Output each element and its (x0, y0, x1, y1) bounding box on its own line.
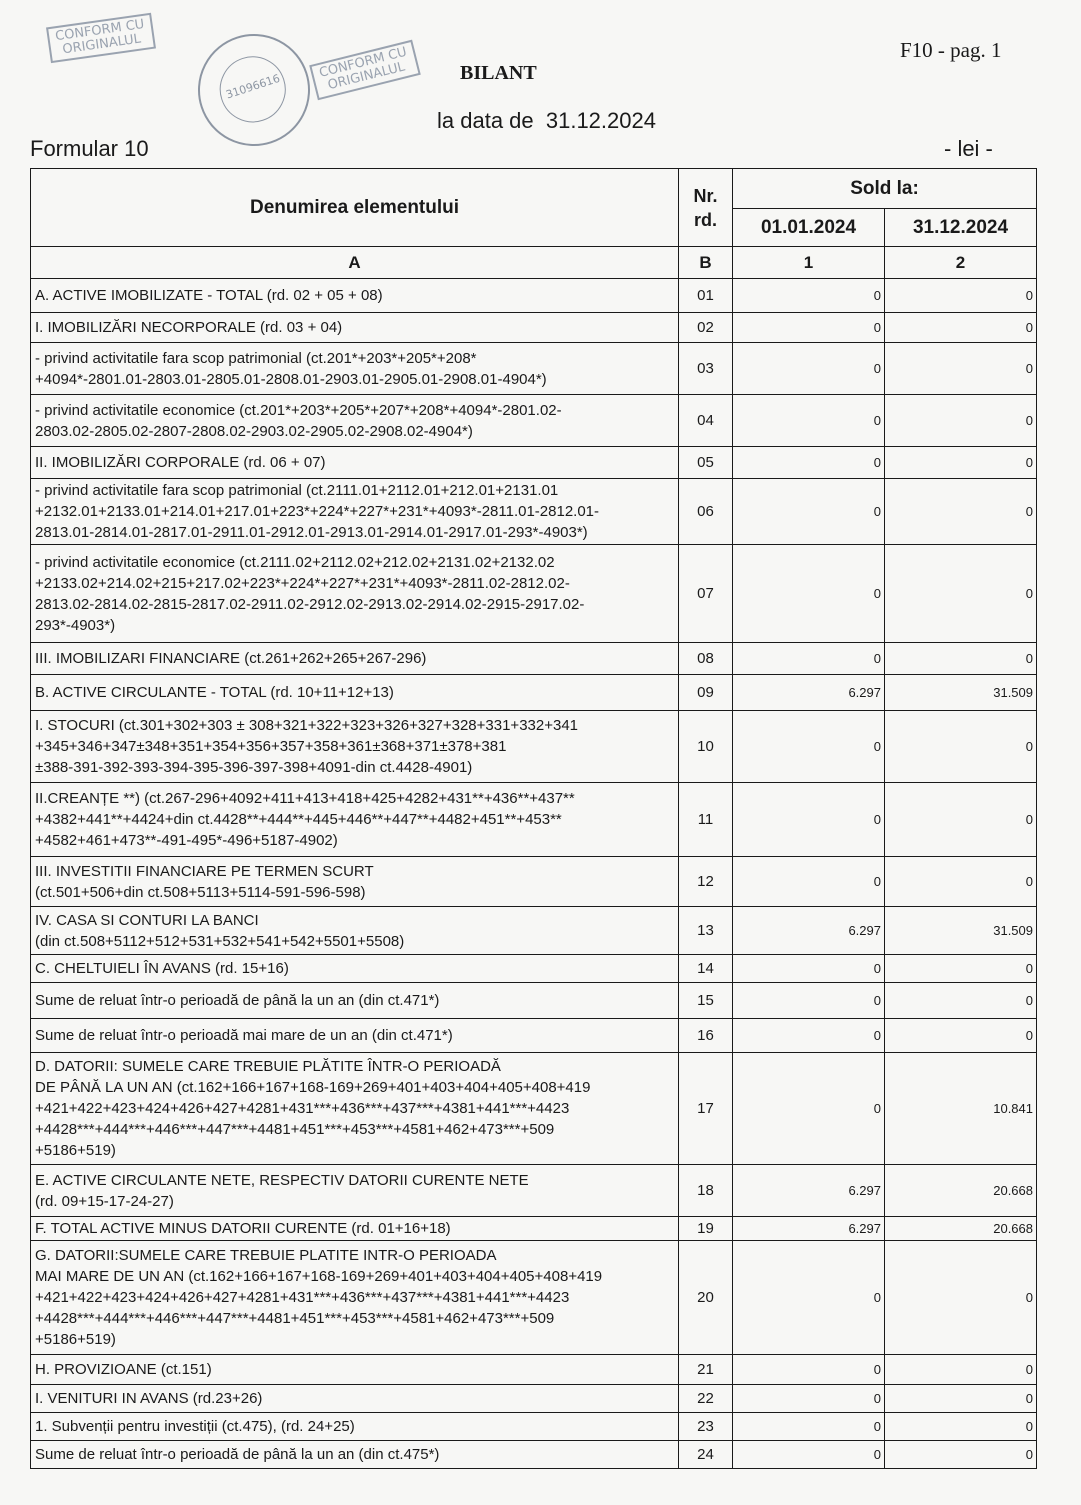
table-row (31, 1217, 1037, 1241)
row-value-start: 0 (733, 1019, 885, 1053)
row-number: 18 (679, 1165, 733, 1217)
table-row (31, 1413, 1037, 1441)
column-letter-b: B (679, 247, 733, 279)
row-label: F. TOTAL ACTIVE MINUS DATORII CURENTE (rd. 01+16+18) (31, 1217, 679, 1241)
table-row (31, 675, 1037, 711)
row-number: 05 (679, 447, 733, 479)
header-date-end: 31.12.2024 (885, 209, 1037, 247)
table-row (31, 1241, 1037, 1355)
row-number: 08 (679, 643, 733, 675)
row-value-start: 0 (733, 1413, 885, 1441)
row-number: 19 (679, 1217, 733, 1241)
row-number: 21 (679, 1355, 733, 1385)
row-value-start: 6.297 (733, 907, 885, 955)
row-label: Sume de reluat într-o perioadă mai mare de un an (din ct.471*) (31, 1019, 679, 1053)
row-number: 10 (679, 711, 733, 783)
row-label: E. ACTIVE CIRCULANTE NETE, RESPECTIV DATORII CURENTE NETE (rd. 09+15-17-24-27) (31, 1165, 679, 1217)
row-value-end: 0 (885, 1413, 1037, 1441)
row-value-end: 0 (885, 955, 1037, 983)
row-value-end: 0 (885, 395, 1037, 447)
table-row (31, 955, 1037, 983)
row-value-start: 0 (733, 1053, 885, 1165)
row-value-end: 0 (885, 1355, 1037, 1385)
row-label: A. ACTIVE IMOBILIZATE - TOTAL (rd. 02 + 05 + 08) (31, 279, 679, 313)
row-value-end: 0 (885, 711, 1037, 783)
row-value-end: 0 (885, 643, 1037, 675)
round-seal (183, 19, 324, 160)
row-label: - privind activitatile economice (ct.201*+203*+205*+207*+208*+4094*-2801.02- 2803.02-2805.02-2807-2808.02-2903.02-2905.02-2908.02-4904*) (31, 395, 679, 447)
row-value-end: 0 (885, 447, 1037, 479)
row-number: 24 (679, 1441, 733, 1469)
row-value-start: 0 (733, 1241, 885, 1355)
row-label: II.CREANȚE **) (ct.267-296+4092+411+413+418+425+4282+431**+436**+437** +4382+441**+4424+din ct.4428**+444**+445+446**+447**+4482+451**+453** +4582+461+473**-491-495*-496+5187-4902) (31, 783, 679, 857)
row-value-start: 0 (733, 983, 885, 1019)
row-label: 1. Subvenții pentru investiții (ct.475), (rd. 24+25) (31, 1413, 679, 1441)
table-row (31, 479, 1037, 545)
row-value-end: 20.668 (885, 1217, 1037, 1241)
table-row (31, 1019, 1037, 1053)
row-label: I. STOCURI (ct.301+302+303 ± 308+321+322+323+326+327+328+331+332+341 +345+346+347±348+351+354+356+357+358+361±368+371±378+381 ±388-391-392-393-394-395-396-397-398+4091-din ct.4428-4901) (31, 711, 679, 783)
row-value-start: 0 (733, 783, 885, 857)
column-letter-2: 2 (885, 247, 1037, 279)
row-value-start: 6.297 (733, 675, 885, 711)
row-label: Sume de reluat într-o perioadă de până la un an (din ct.475*) (31, 1441, 679, 1469)
row-number: 14 (679, 955, 733, 983)
table-row (31, 1355, 1037, 1385)
row-value-start: 0 (733, 711, 885, 783)
table-body (31, 279, 1037, 1469)
row-value-start: 0 (733, 1385, 885, 1413)
row-value-end: 0 (885, 1241, 1037, 1355)
row-value-end: 20.668 (885, 1165, 1037, 1217)
row-value-end: 0 (885, 279, 1037, 313)
table-row (31, 857, 1037, 907)
column-letter-a: A (31, 247, 679, 279)
table-row (31, 1385, 1037, 1413)
row-value-start: 0 (733, 395, 885, 447)
conform-stamp-mid: CONFORM CU ORIGINALUL (309, 40, 420, 101)
row-number: 06 (679, 479, 733, 545)
row-label: D. DATORII: SUMELE CARE TREBUIE PLĂTITE ÎNTR-O PERIOADĂ DE PÂNĂ LA UN AN (ct.162+166+167+168-169+269+401+403+404+405+408+419 +421+422+423+424+426+427+4281+431***+436***+437***+4381+441***+4423 +4428***+444***+446***+447***+4481+451***+453***+4581+462+473***+509 +5186+519) (31, 1053, 679, 1165)
table-row (31, 1165, 1037, 1217)
row-number: 17 (679, 1053, 733, 1165)
header-element-name: Denumirea elementului (31, 169, 679, 247)
row-number: 03 (679, 343, 733, 395)
row-value-end: 31.509 (885, 675, 1037, 711)
row-value-start: 0 (733, 857, 885, 907)
row-number: 04 (679, 395, 733, 447)
row-number: 02 (679, 313, 733, 343)
table-row (31, 343, 1037, 395)
round-seal-text: 31096616 (224, 71, 282, 102)
row-number: 07 (679, 545, 733, 643)
form-number: Formular 10 (30, 136, 149, 161)
row-value-start: 0 (733, 447, 885, 479)
row-label: H. PROVIZIOANE (ct.151) (31, 1355, 679, 1385)
row-number: 12 (679, 857, 733, 907)
row-value-end: 0 (885, 983, 1037, 1019)
table-row (31, 643, 1037, 675)
row-number: 20 (679, 1241, 733, 1355)
row-label: IV. CASA SI CONTURI LA BANCI (din ct.508+5112+512+531+532+541+542+5501+5508) (31, 907, 679, 955)
row-number: 15 (679, 983, 733, 1019)
row-value-end: 0 (885, 479, 1037, 545)
row-label: Sume de reluat într-o perioadă de până la un an (din ct.471*) (31, 983, 679, 1019)
table-row (31, 907, 1037, 955)
table-row (31, 279, 1037, 313)
row-value-end: 31.509 (885, 907, 1037, 955)
table-row (31, 783, 1037, 857)
row-label: III. INVESTITII FINANCIARE PE TERMEN SCURT (ct.501+506+din ct.508+5113+5114-591-596-598) (31, 857, 679, 907)
table-row (31, 1441, 1037, 1469)
conform-stamp-left: CONFORM CU ORIGINALUL (46, 13, 156, 63)
row-value-end: 10.841 (885, 1053, 1037, 1165)
table-row (31, 313, 1037, 343)
row-number: 22 (679, 1385, 733, 1413)
header-balance-at: Sold la: (733, 169, 1037, 209)
row-label: C. CHELTUIELI ÎN AVANS (rd. 15+16) (31, 955, 679, 983)
row-value-end: 0 (885, 783, 1037, 857)
row-value-start: 6.297 (733, 1217, 885, 1241)
header-row-number: Nr. rd. (679, 169, 733, 247)
row-number: 01 (679, 279, 733, 313)
report-date: la data de 31.12.2024 (437, 108, 656, 133)
balance-sheet-table (30, 168, 1037, 1469)
row-label: I. VENITURI IN AVANS (rd.23+26) (31, 1385, 679, 1413)
row-label: II. IMOBILIZĂRI CORPORALE (rd. 06 + 07) (31, 447, 679, 479)
row-value-start: 0 (733, 1355, 885, 1385)
document-title: BILANT (460, 62, 537, 84)
row-value-start: 0 (733, 545, 885, 643)
row-value-start: 0 (733, 643, 885, 675)
row-value-end: 0 (885, 1385, 1037, 1413)
row-value-start: 0 (733, 343, 885, 395)
column-letter-1: 1 (733, 247, 885, 279)
row-label: I. IMOBILIZĂRI NECORPORALE (rd. 03 + 04) (31, 313, 679, 343)
row-value-end: 0 (885, 313, 1037, 343)
row-value-start: 0 (733, 1441, 885, 1469)
table-row (31, 395, 1037, 447)
header-date-start: 01.01.2024 (733, 209, 885, 247)
page-reference: F10 - pag. 1 (900, 38, 1002, 62)
row-value-end: 0 (885, 1441, 1037, 1469)
row-number: 23 (679, 1413, 733, 1441)
row-label: - privind activitatile economice (ct.2111.02+2112.02+212.02+2131.02+2132.02 +2133.02+214.02+215+217.02+223*+224*+227*+231*+4093*-2811.02-2812.02- 2813.02-2814.02-2815-2817.02-2911.02-2912.02-2913.02-2914.02-2915-2917.02- 293*-4903*) (31, 545, 679, 643)
row-value-start: 6.297 (733, 1165, 885, 1217)
row-value-start: 0 (733, 279, 885, 313)
row-value-end: 0 (885, 857, 1037, 907)
row-number: 13 (679, 907, 733, 955)
table-row (31, 545, 1037, 643)
row-value-start: 0 (733, 313, 885, 343)
currency-unit: - lei - (944, 136, 993, 161)
row-number: 09 (679, 675, 733, 711)
table-row (31, 711, 1037, 783)
row-number: 16 (679, 1019, 733, 1053)
table-row (31, 447, 1037, 479)
table-row (31, 1053, 1037, 1165)
row-label: - privind activitatile fara scop patrimonial (ct.201*+203*+205*+208* +4094*-2801.01-2803.01-2805.01-2808.01-2903.01-2905.01-2908.01-4904*) (31, 343, 679, 395)
row-value-start: 0 (733, 955, 885, 983)
row-label: III. IMOBILIZARI FINANCIARE (ct.261+262+265+267-296) (31, 643, 679, 675)
row-value-start: 0 (733, 479, 885, 545)
row-label: B. ACTIVE CIRCULANTE - TOTAL (rd. 10+11+12+13) (31, 675, 679, 711)
table-row (31, 983, 1037, 1019)
row-value-end: 0 (885, 343, 1037, 395)
row-value-end: 0 (885, 1019, 1037, 1053)
row-label: - privind activitatile fara scop patrimonial (ct.2111.01+2112.01+212.01+2131.01 +2132.01+2133.01+214.01+217.01+223*+224*+227*+231*+4093*-2811.01-2812.01- 2813.01-2814.01-2817.01-2911.01-2912.01-2913.01-2914.01-2917.01-293*-4903*) (31, 479, 679, 545)
row-number: 11 (679, 783, 733, 857)
row-value-end: 0 (885, 545, 1037, 643)
row-label: G. DATORII:SUMELE CARE TREBUIE PLATITE INTR-O PERIOADA MAI MARE DE UN AN (ct.162+166+167+168-169+269+401+403+404+405+408+419 +421+422+423+424+426+427+4281+431***+436***+437***+4381+441***+4423 +4428***+444***+446***+447***+4481+451***+453***+4581+462+473***+509 +5186+519) (31, 1241, 679, 1355)
